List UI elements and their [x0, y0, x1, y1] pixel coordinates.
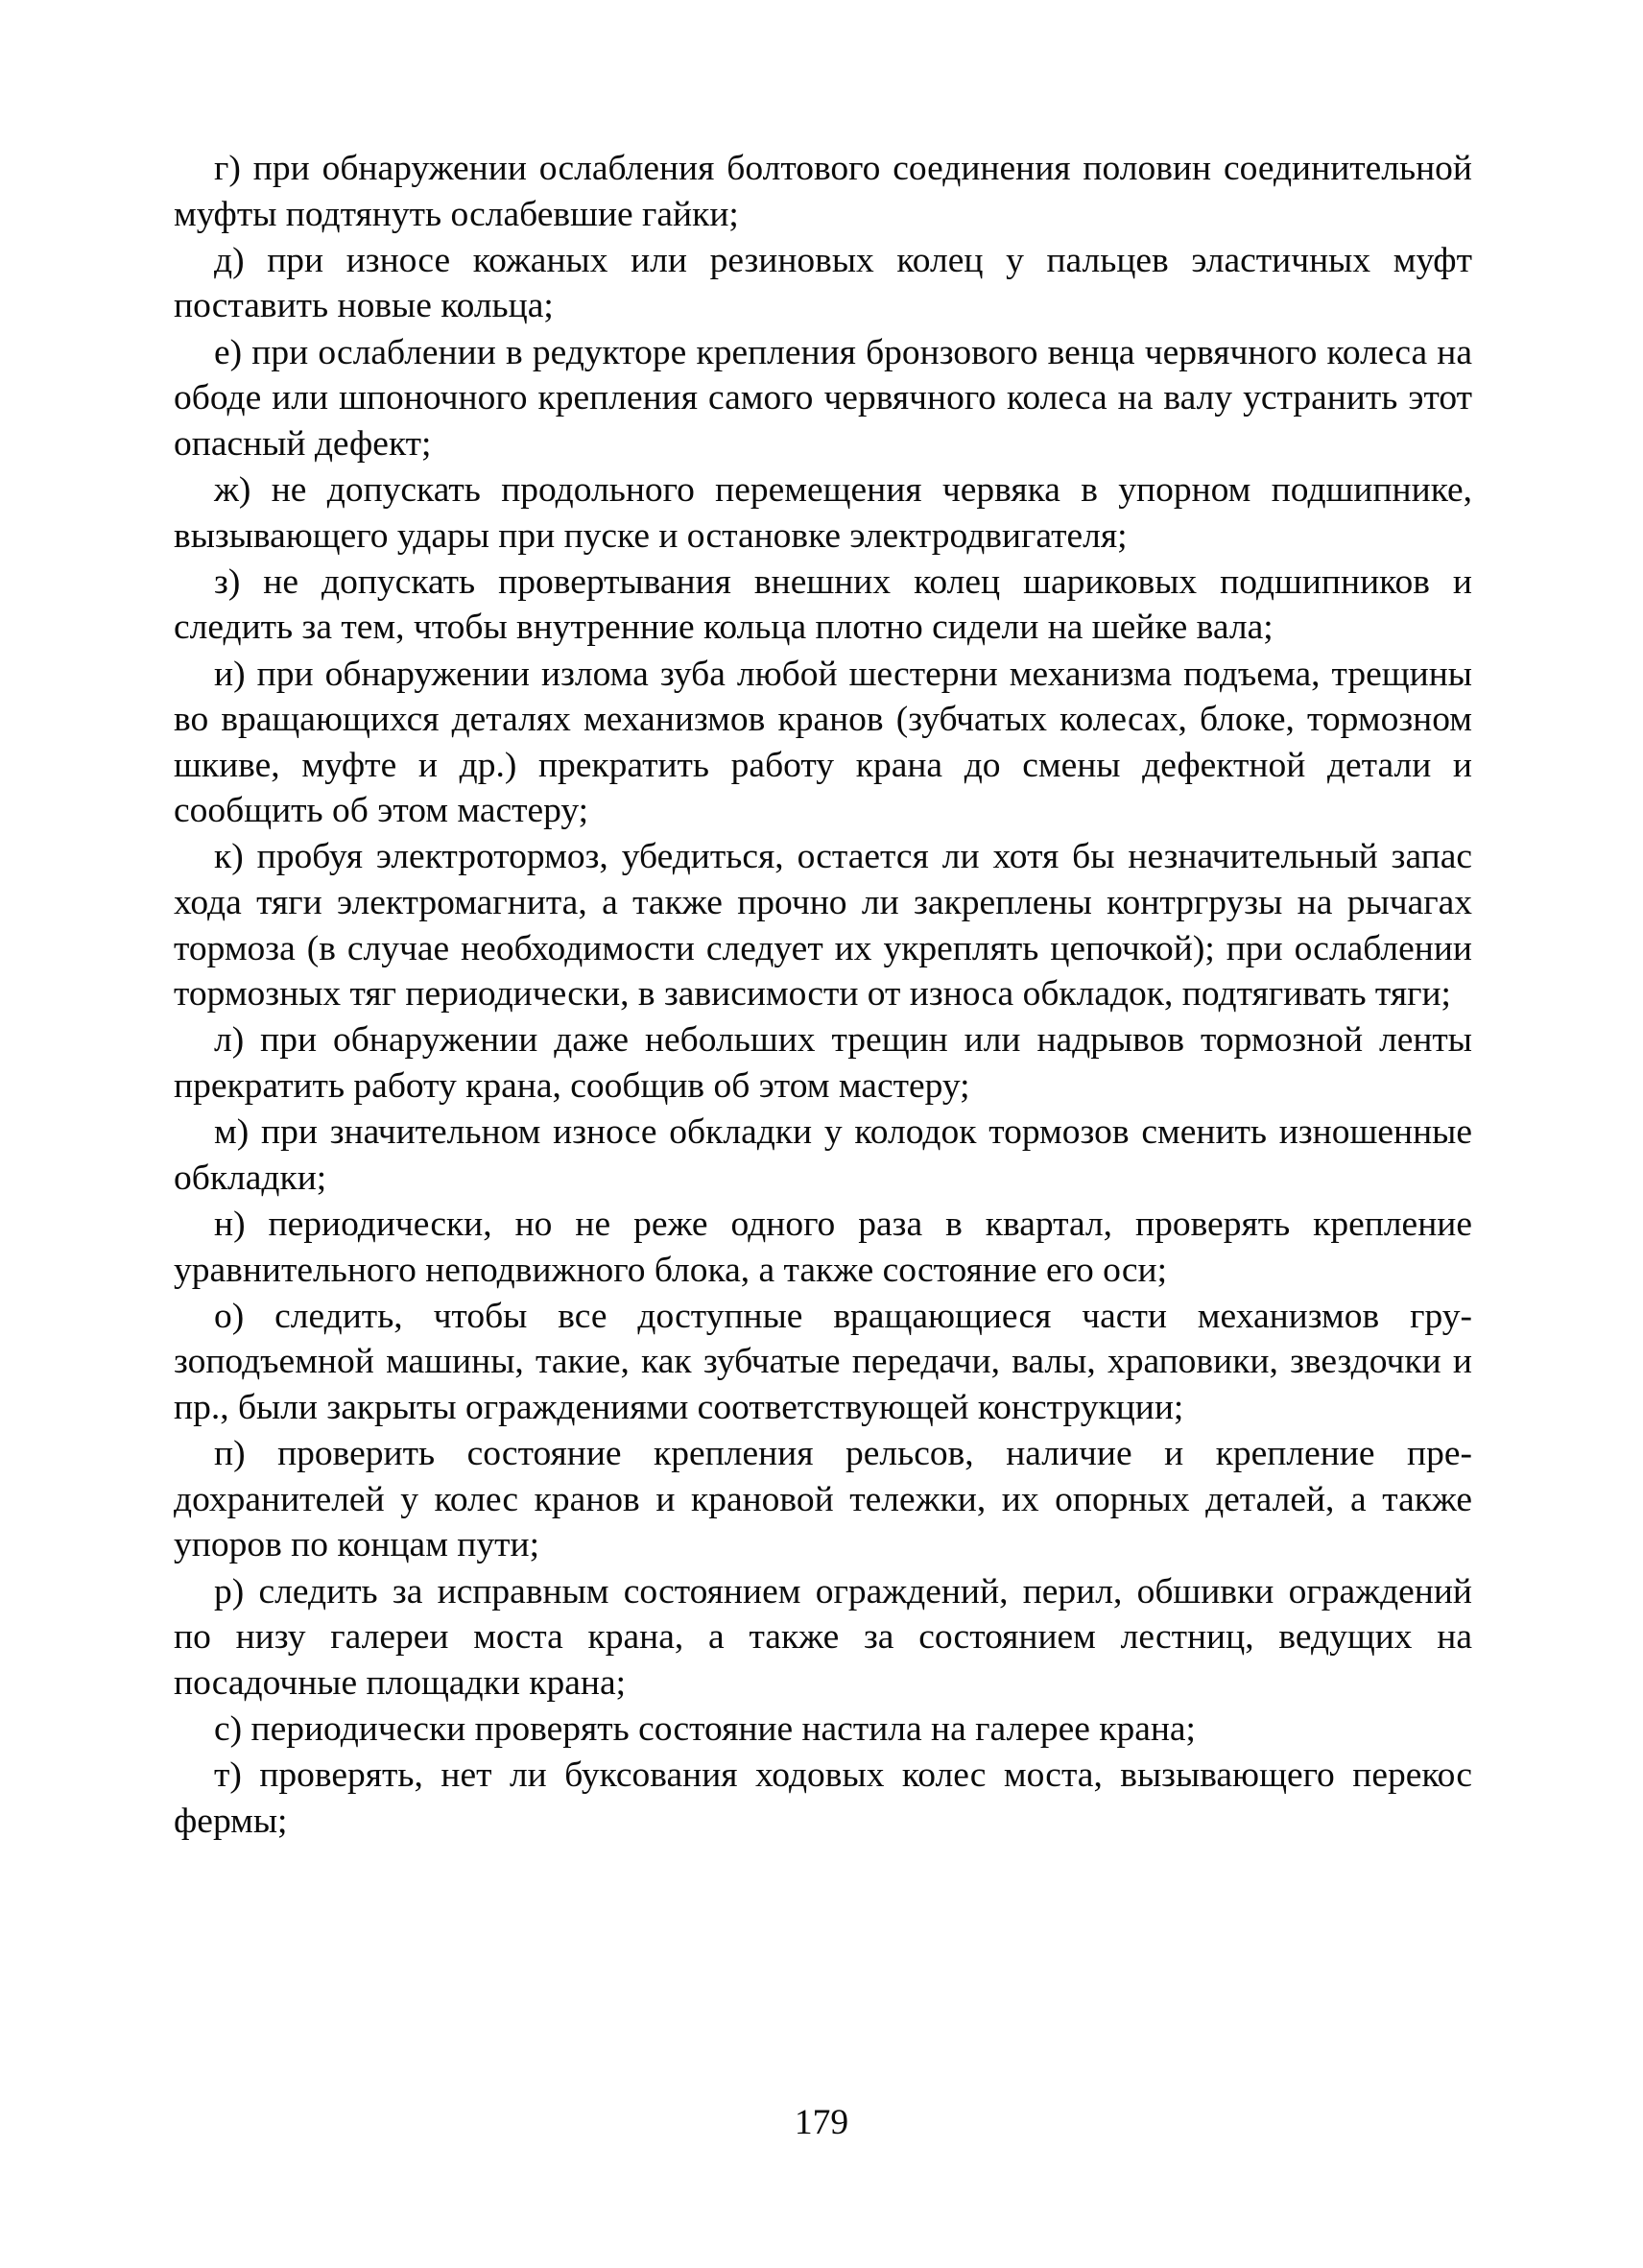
- paragraph-p: п) проверить состояние крепления рельсов, наличие и крепление предохранителей у колес кранов и крановой тележки, их опорных деталей, а также упоров по концам пути;: [174, 1434, 1472, 1565]
- body-text: [174, 146, 1472, 1844]
- paragraph-g: г) при обнаружении ослабления болтового соединения половин соединительной муфты подтянуть ослабевшие гайки;: [174, 149, 1472, 234]
- paragraph-k: к) пробуя электротормоз, убедиться, остается ли хотя бы незначительный запас хода тяги электромагнита, а также прочно ли закреплены контргрузы на рычагах тормоза (в случае необходимости следует их укреплять цепочкой); при ослаблении тормозных тяг периодически, в зависимости от износа обкладок, подтягивать тяги;: [174, 837, 1472, 1015]
- paragraph-z: з) не допускать провертывания внешних колец шариковых подшипников и следить за тем, чтобы внутренние кольца плотно сидели на шейке вала;: [174, 561, 1472, 648]
- paragraph-d: д) при износе кожаных или резиновых колец у пальцев эластичных муфт поставить новые кольца;: [174, 240, 1472, 326]
- paragraph-t: т) проверять, нет ли буксования ходовых колес моста, вызывающего перекос фермы;: [174, 1755, 1472, 1841]
- paragraph-r: р) следить за исправным состоянием ограждений, перил, обшивки ограждений по низу галереи моста крана, а также за состоянием лестниц, ведущих на посадочные площадки крана;: [174, 1571, 1472, 1703]
- paragraph-n: н) периодически, но не реже одного раза в квартал, проверять крепление уравнительного неподвижного блока, а также состояние его оси;: [174, 1205, 1472, 1290]
- paragraph-m: м) при значительном износе обкладки у колодок тормозов сменить изношенные обкладки;: [174, 1112, 1472, 1198]
- page-number: 179: [794, 2103, 849, 2142]
- paragraph-o: о) следить, чтобы все доступные вращающиеся части механизмов грузоподъемной машины, такие, как зубчатые передачи, валы, храповики, звездочки и пр., были закрыты ограждениями соответствующей конструкции;: [174, 1296, 1472, 1427]
- paragraph-i: и) при обнаружении излома зуба любой шестерни механизма подъема, трещины во вращающихся деталях механизмов кранов (зубчатых колесах, блоке, тормозном шкиве, муфте и др.) прекратить работу крана до смены дефектной детали и сообщить об этом мастеру;: [174, 654, 1472, 831]
- paragraph-s: с) периодически проверять состояние настила на галерее крана;: [214, 1708, 1196, 1749]
- paragraph-zh: ж) не допускать продольного перемещения червяка в упорном подшипнике, вызывающего удары при пуске и остановке электродвигателя;: [174, 469, 1472, 556]
- paragraph-l: л) при обнаружении даже небольших трещин или надрывов тормозной ленты прекратить работу крана, сообщив об этом мастеру;: [174, 1020, 1472, 1107]
- paragraph-e: е) при ослаблении в редукторе крепления бронзового венца червячного колеса на ободе или шпоночного крепления самого червячного колеса на валу устранить этот опасный дефект;: [174, 332, 1472, 464]
